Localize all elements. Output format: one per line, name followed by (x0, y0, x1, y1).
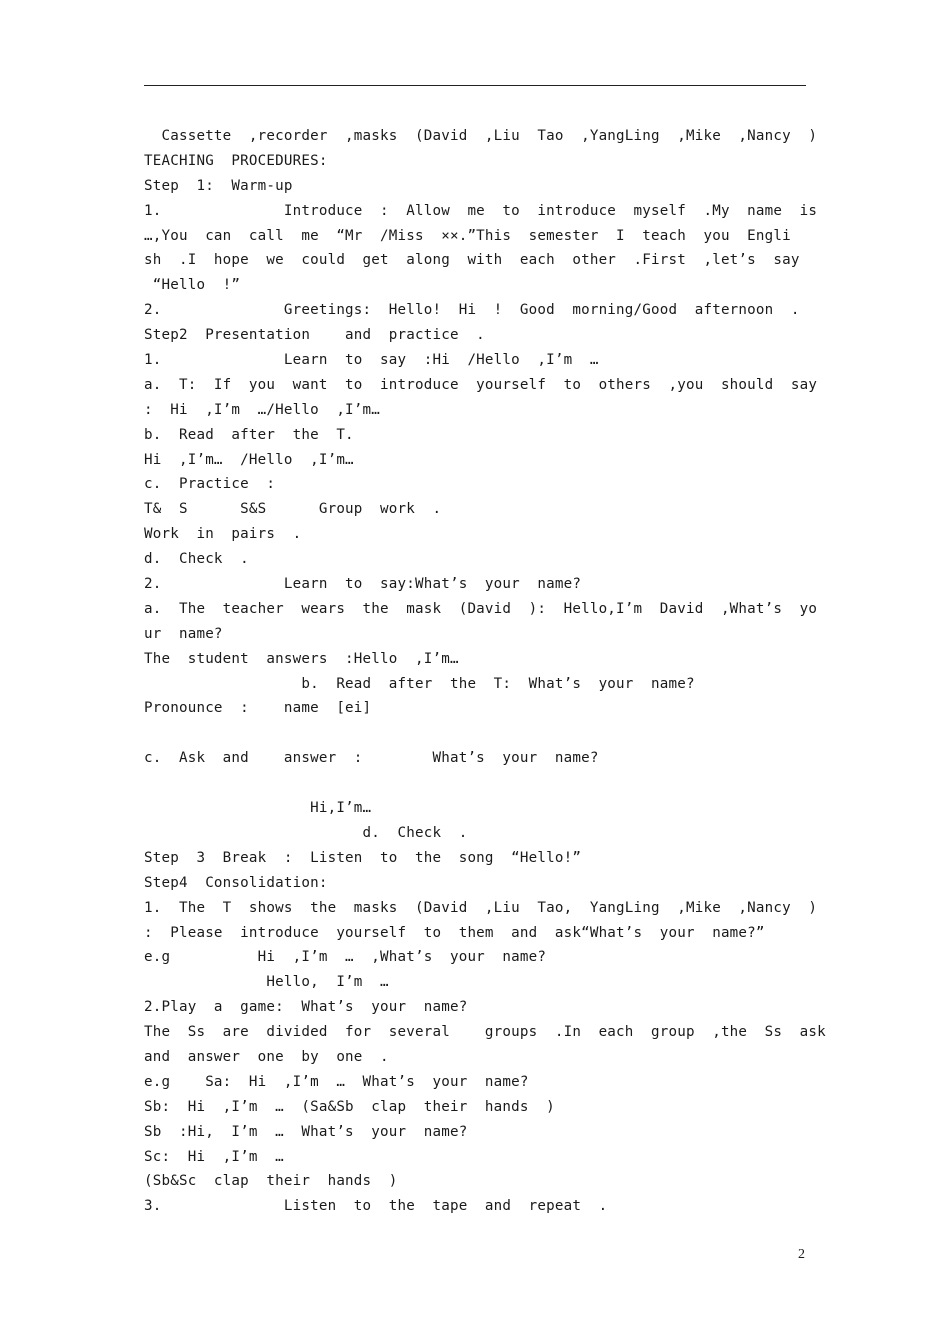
page-number: 2 (798, 1247, 805, 1262)
text-line: e.g Hi ,I’m … ,What’s your name? (144, 949, 547, 966)
blank-line (144, 771, 810, 796)
step-heading: Step2 Presentation and practice . (144, 327, 485, 344)
text-line: and answer one by one . (144, 1048, 389, 1065)
step-heading: Step 3 Break : Listen to the song “Hello!” (144, 849, 582, 866)
blank-line (144, 721, 810, 746)
text-line: d. Check . (144, 551, 249, 568)
text-line: a. The teacher wears the mask (David ): Hello,I’m David ,What’s yo (144, 600, 818, 617)
text-line: c. Practice : (144, 476, 276, 493)
text-line: 1. The T shows the masks (David ,Liu Tao, YangLing ,Mike ,Nancy ) (144, 899, 818, 916)
text-line: Hello, I’m … (144, 974, 389, 991)
text-line: 2.Play a game: What’s your name? (144, 999, 468, 1016)
text-line: c. Ask and answer : What’s your name? (144, 750, 599, 767)
text-line: …,You can call me “Mr /Miss ××.”This semester I teach you Engli (144, 227, 791, 244)
text-line: The student answers :Hello ,I’m… (144, 650, 459, 667)
text-line: Sb :Hi, I’m … What’s your name? (144, 1123, 468, 1140)
text-line: Pronounce : name [ei] (144, 700, 372, 717)
document-body (144, 124, 826, 1219)
step-heading: Step 1: Warm-up (144, 177, 293, 194)
text-line: b. Read after the T: What’s your name? (144, 675, 695, 692)
text-line: 2. Greetings: Hello! Hi ! Good morning/Good afternoon . (144, 302, 800, 319)
text-line: Sb: Hi ,I’m … (Sa&Sb clap their hands ) (144, 1098, 555, 1115)
text-line: The Ss are divided for several groups .In each group ,the Ss ask (144, 1024, 826, 1041)
text-line: 1. Introduce : Allow me to introduce myself .My name is (144, 202, 818, 219)
text-line: 2. Learn to say:What’s your name? (144, 576, 582, 593)
text-line: Cassette ,recorder ,masks (David ,Liu Tao ,YangLing ,Mike ,Nancy ) (144, 128, 818, 144)
text-line: sh .I hope we could get along with each other .First ,let’s say (144, 252, 800, 269)
text-line: Sc: Hi ,I’m … (144, 1148, 284, 1165)
text-line: T& S S&S Group work . (144, 501, 442, 518)
text-line: a. T: If you want to introduce yourself to others ,you should say (144, 376, 818, 393)
text-line: “Hello !” (144, 277, 241, 294)
text-line: Work in pairs . (144, 526, 302, 543)
text-line: Hi ,I’m… /Hello ,I’m… (144, 451, 354, 468)
text-line: : Please introduce yourself to them and ask“What’s your name?” (144, 924, 765, 941)
section-heading: TEACHING PROCEDURES: (144, 152, 328, 169)
text-line: 3. Listen to the tape and repeat . (144, 1198, 608, 1215)
text-line: Hi,I’m… (144, 800, 372, 817)
text-line: b. Read after the T. (144, 426, 354, 443)
text-line: (Sb&Sc clap their hands ) (144, 1173, 398, 1190)
text-line: : Hi ,I’m …/Hello ,I’m… (144, 401, 381, 418)
header-rule (144, 85, 806, 86)
text-line: e.g Sa: Hi ,I’m … What’s your name? (144, 1073, 529, 1090)
text-line: ur name? (144, 625, 223, 642)
text-line: 1. Learn to say :Hi /Hello ,I’m … (144, 352, 599, 369)
text-line: d. Check . (144, 824, 468, 841)
step-heading: Step4 Consolidation: (144, 874, 328, 891)
